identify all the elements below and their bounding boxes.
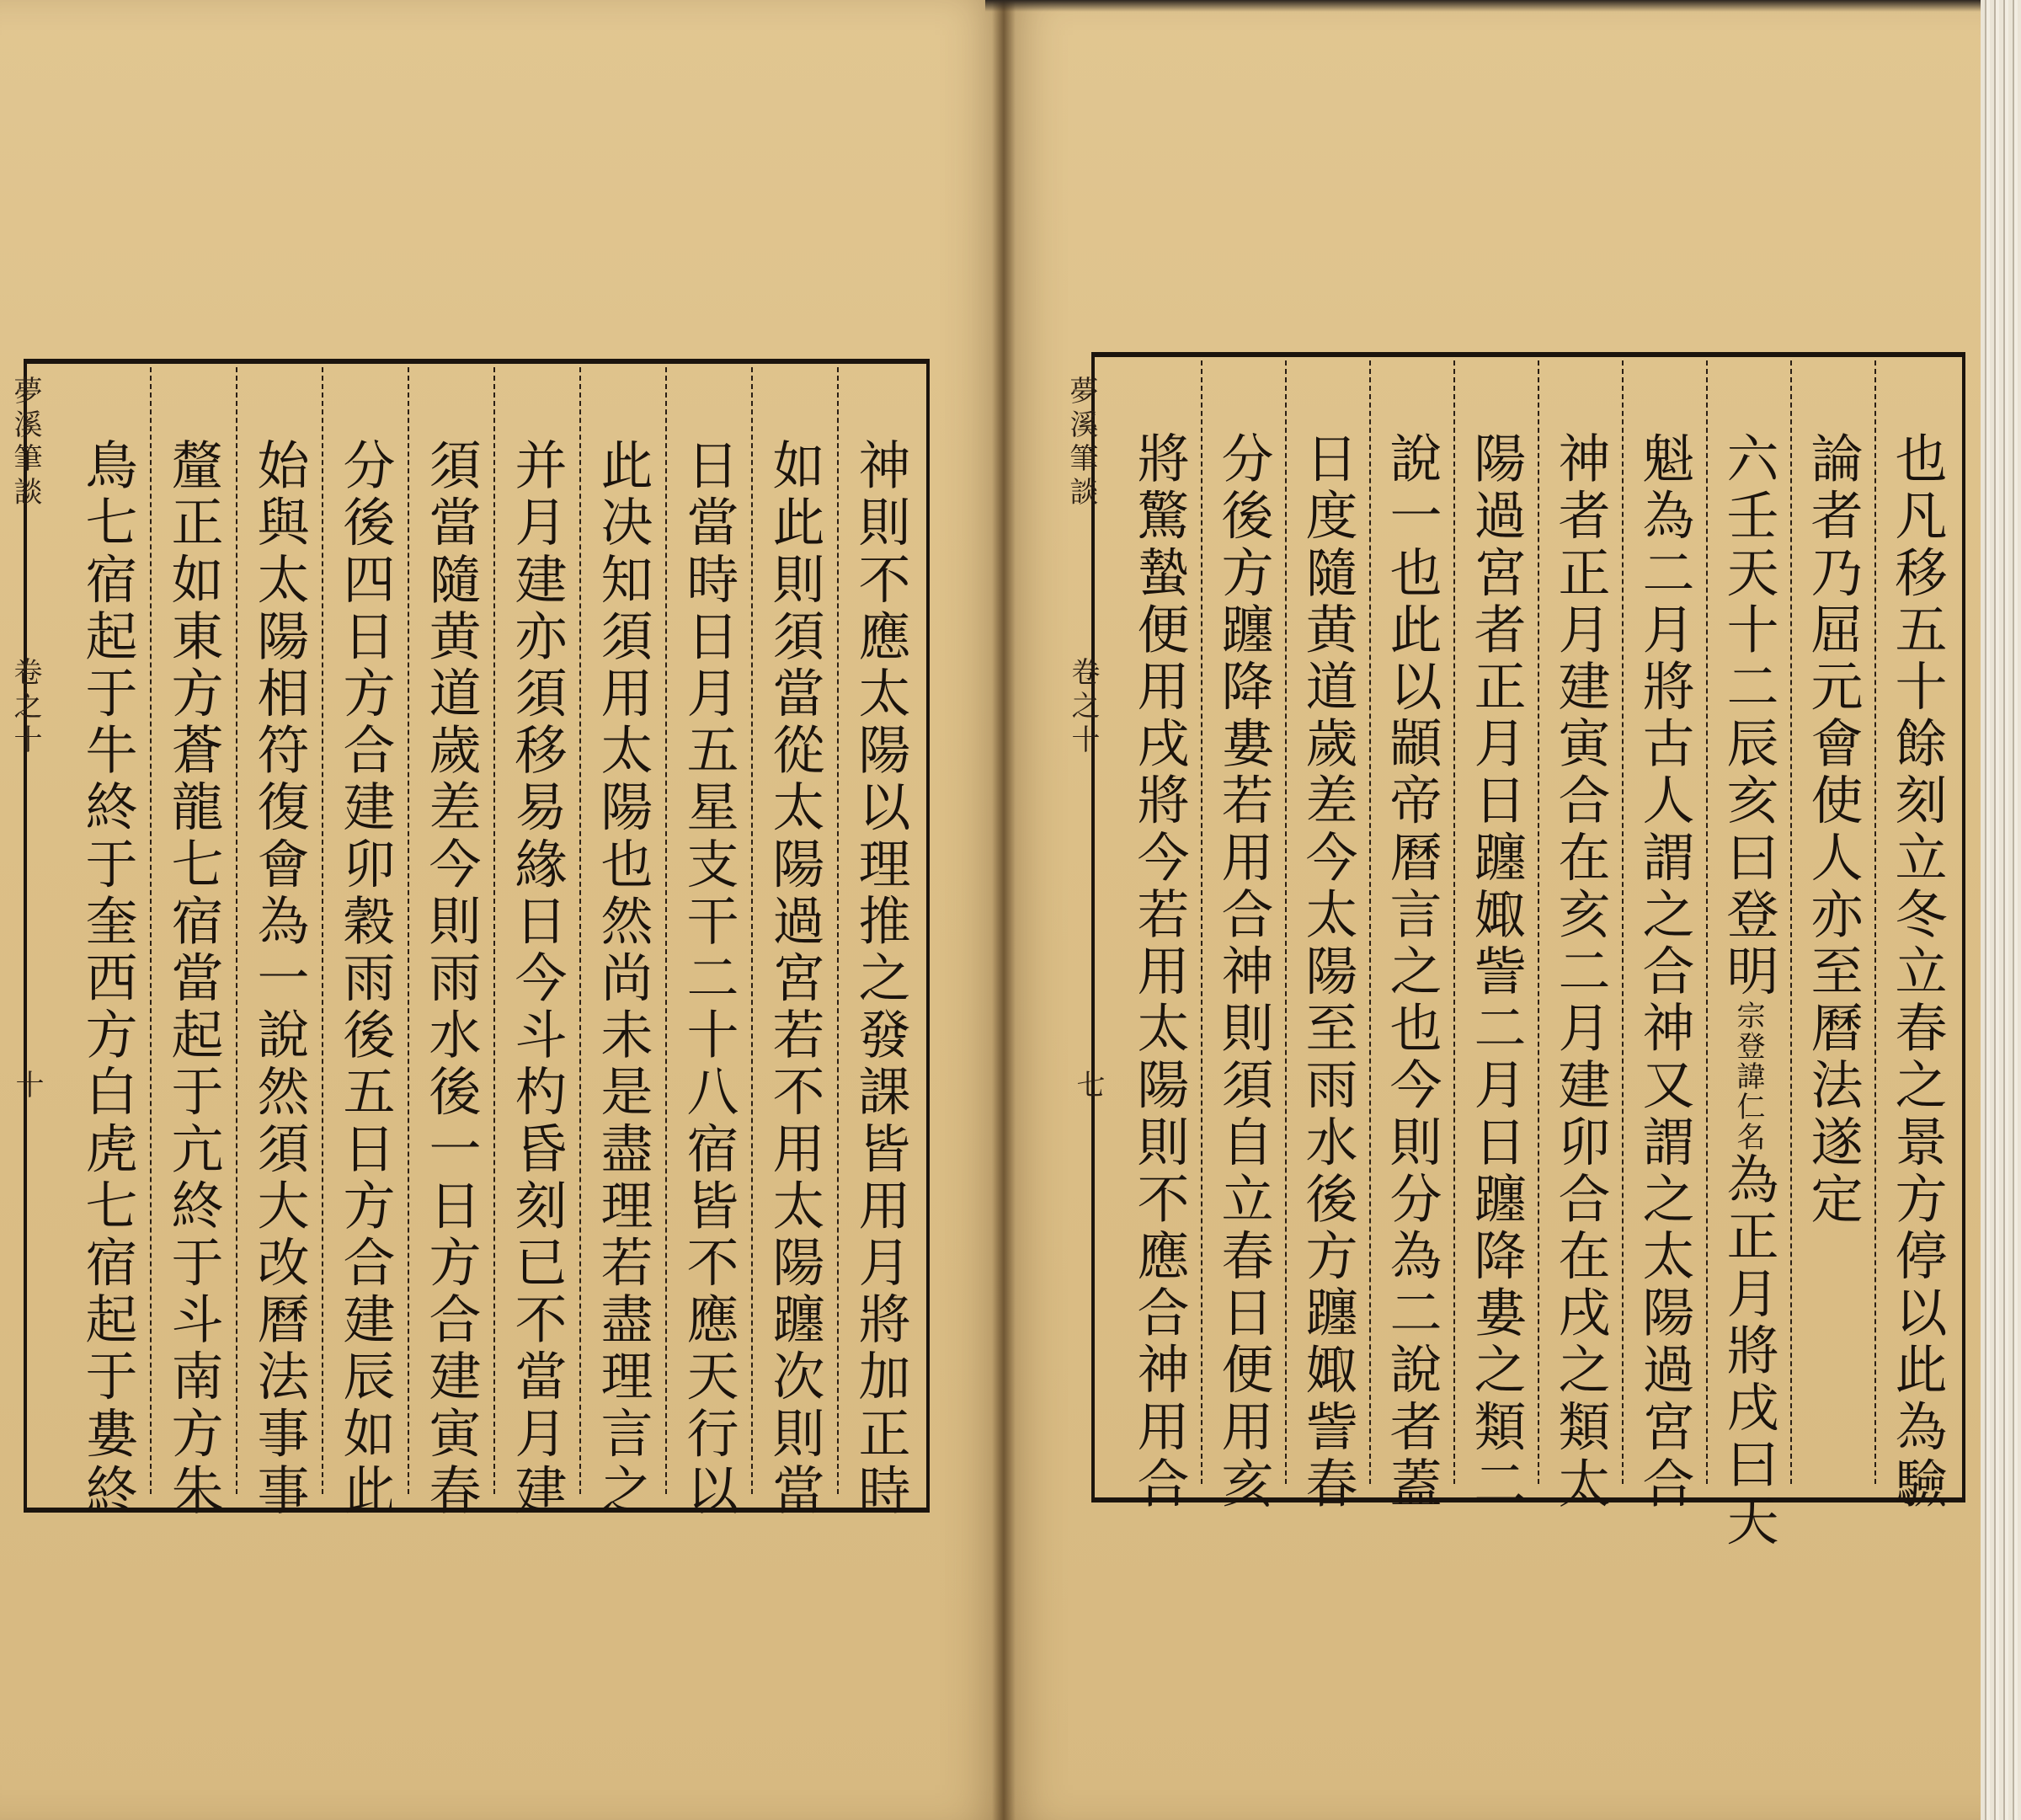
left-margin-title: 夢溪筆談 [8, 376, 42, 510]
left-column-6: 須當隨黄道歲差今則雨水後一日方合建寅春 [420, 438, 482, 1520]
column-rule [837, 367, 839, 1494]
left-margin-volume: 卷之十 [8, 657, 42, 758]
left-column-1: 神則不應太陽以理推之發課皆用月將加正時 [850, 438, 911, 1520]
column-rule [1790, 360, 1792, 1484]
left-column-4: 此决知須用太陽也然尚未是盡理若盡理言之 [592, 438, 653, 1520]
left-column-2: 如此則須當從太陽過宮若不用太陽躔次則當 [764, 438, 825, 1520]
right-column-7: 說一也此以顓帝曆言之也今則分為二說者蓋 [1381, 431, 1442, 1513]
right-margin-title: 夢溪筆談 [1064, 376, 1098, 510]
left-column-8: 始與太陽相符復會為一說然須大改曆法事事 [248, 438, 310, 1520]
column-text: 為正月將戌曰天 [1718, 1152, 1779, 1551]
interlinear-note: 宗登 [1731, 1001, 1765, 1061]
right-column-6: 陽過宮者正月日躔娵訾二月日躔降婁之類二 [1465, 431, 1527, 1513]
column-text: 六壬天十二辰亥曰登明 [1718, 431, 1779, 1001]
column-rule [1706, 360, 1708, 1484]
left-column-9: 釐正如東方蒼龍七宿當起于亢終于斗南方朱 [163, 438, 224, 1520]
column-rule [1874, 360, 1876, 1484]
column-rule [1369, 360, 1371, 1484]
interlinear-note: 諱仁 [1731, 1061, 1765, 1122]
column-rule [1538, 360, 1539, 1484]
column-rule [1201, 360, 1202, 1484]
right-column-2: 論者乃屈元會使人亦至曆法遂定 [1802, 431, 1864, 1229]
left-column-7: 分後四日方合建卯穀雨後五日方合建辰如此 [334, 438, 396, 1520]
right-margin-folio: 七 [1071, 1070, 1105, 1098]
column-rule [1285, 360, 1287, 1484]
column-rule [236, 367, 237, 1494]
book-gutter [992, 0, 1016, 1820]
right-column-5: 神者正月建寅合在亥二月建卯合在戌之類太 [1549, 431, 1611, 1513]
right-column-1: 也凡移五十餘刻立冬立春之景方停以此為驗 [1886, 431, 1948, 1513]
right-column-10: 將驚蟄便用戌將今若用太陽則不應合神用合 [1128, 431, 1190, 1513]
column-rule [1622, 360, 1624, 1484]
right-column-4: 魁為二月將古人謂之合神又謂之太陽過宮合 [1634, 431, 1695, 1513]
column-rule [493, 367, 495, 1494]
right-column-8: 日度隨黄道歲差今太陽至雨水後方躔娵訾春 [1297, 431, 1358, 1513]
right-margin-volume: 卷之十 [1066, 657, 1100, 758]
right-column-9: 分後方躔降婁若用合神則須自立春日便用亥 [1213, 431, 1274, 1513]
left-column-3: 日當時日月五星支干二十八宿皆不應天行以 [678, 438, 739, 1520]
left-column-5: 并月建亦須移易緣日今斗杓昏刻已不當月建 [506, 438, 568, 1520]
column-rule [751, 367, 753, 1494]
left-margin-folio: 十 [10, 1070, 44, 1098]
column-rule [1453, 360, 1455, 1484]
right-column-3 [1718, 431, 1779, 1551]
column-rule [150, 367, 152, 1494]
left-column-10: 鳥七宿起于牛終于奎西方白虎七宿起于婁終 [77, 438, 138, 1520]
column-rule [408, 367, 409, 1494]
page-top-edge [985, 0, 2021, 12]
interlinear-note: 名 [1731, 1122, 1765, 1152]
column-rule [665, 367, 667, 1494]
column-rule [579, 367, 581, 1494]
column-rule [322, 367, 323, 1494]
page-stack-edge [1981, 0, 2021, 1820]
